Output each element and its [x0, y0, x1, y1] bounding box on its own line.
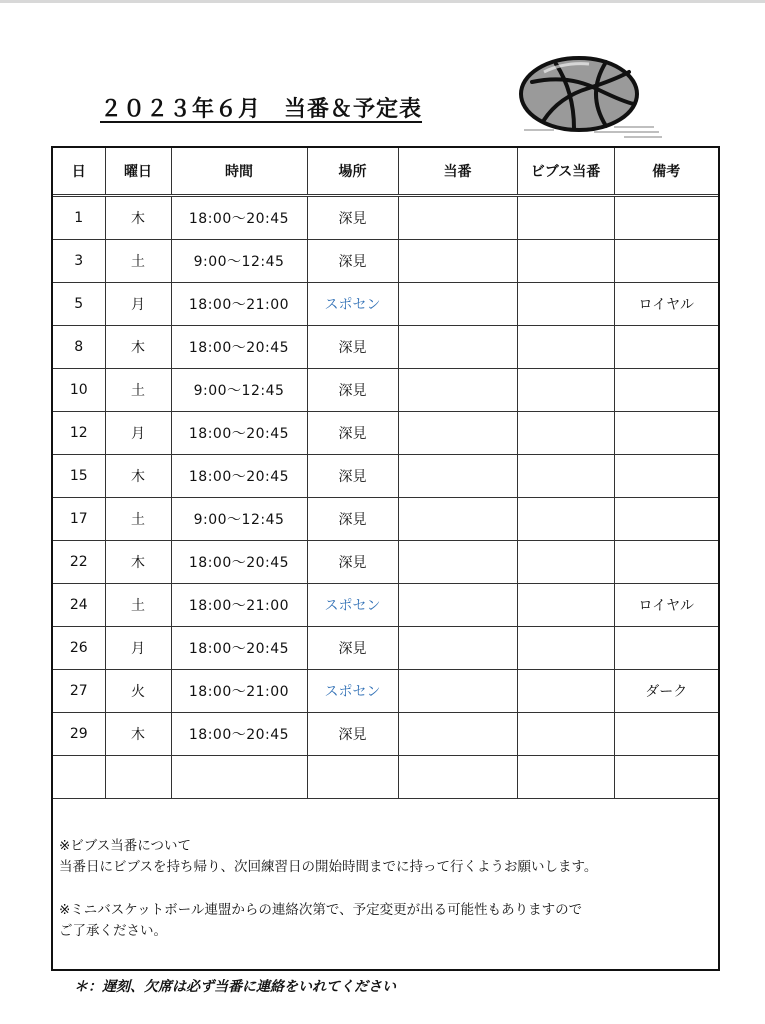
weekday-cell: 火	[105, 670, 171, 713]
table-row	[53, 196, 718, 240]
empty-cell	[171, 756, 307, 799]
table-row	[53, 369, 718, 412]
change-notice-2: ご了承ください。	[59, 922, 167, 939]
weekday-cell: 土	[105, 240, 171, 283]
remarks-cell	[614, 240, 718, 283]
day-cell: 17	[53, 498, 105, 541]
time-cell: 9:00～12:45	[171, 498, 307, 541]
remarks-cell	[614, 196, 718, 240]
place-cell: 深見	[307, 240, 398, 283]
schedule-frame	[51, 146, 720, 971]
bibs-duty-cell	[517, 283, 614, 326]
time-cell: 18:00～21:00	[171, 670, 307, 713]
table-row	[53, 584, 718, 627]
time-cell: 18:00～20:45	[171, 627, 307, 670]
bibs-duty-cell	[517, 627, 614, 670]
day-cell: 27	[53, 670, 105, 713]
day-cell: 26	[53, 627, 105, 670]
change-notice: ※ミニバスケットボール連盟からの連絡次第で、予定変更が出る可能性もありますので	[59, 901, 583, 918]
schedule-table	[53, 148, 718, 799]
day-cell: 8	[53, 326, 105, 369]
empty-cell	[517, 756, 614, 799]
duty-cell	[398, 584, 517, 627]
place-cell: 深見	[307, 369, 398, 412]
duty-cell	[398, 498, 517, 541]
remarks-cell: ロイヤル	[614, 283, 718, 326]
remarks-cell	[614, 713, 718, 756]
time-cell: 9:00～12:45	[171, 240, 307, 283]
basketball-icon	[514, 52, 664, 142]
remarks-cell	[614, 455, 718, 498]
remarks-cell	[614, 541, 718, 584]
weekday-cell: 土	[105, 584, 171, 627]
table-header-row	[53, 148, 718, 196]
empty-cell	[53, 756, 105, 799]
table-row	[53, 412, 718, 455]
table-row	[53, 627, 718, 670]
remarks-cell	[614, 326, 718, 369]
bibs-duty-cell	[517, 326, 614, 369]
table-row	[53, 283, 718, 326]
duty-cell	[398, 369, 517, 412]
place-cell: 深見	[307, 498, 398, 541]
bibs-text: 当番日にビブスを持ち帰り、次回練習日の開始時間までに持って行くようお願いします。	[59, 858, 598, 875]
weekday-cell: 木	[105, 541, 171, 584]
remarks-cell	[614, 498, 718, 541]
place-cell: スポセン	[307, 670, 398, 713]
empty-cell	[398, 756, 517, 799]
top-border	[0, 0, 765, 3]
header-duty: 当番	[398, 148, 517, 196]
bibs-duty-cell	[517, 713, 614, 756]
duty-cell	[398, 541, 517, 584]
empty-cell	[614, 756, 718, 799]
duty-cell	[398, 627, 517, 670]
day-cell: 24	[53, 584, 105, 627]
table-row	[53, 541, 718, 584]
header-weekday: 曜日	[105, 148, 171, 196]
place-cell: 深見	[307, 412, 398, 455]
empty-cell	[105, 756, 171, 799]
bibs-heading: ※ビブス当番について	[59, 838, 192, 854]
table-row	[53, 670, 718, 713]
weekday-cell: 木	[105, 326, 171, 369]
place-cell: スポセン	[307, 584, 398, 627]
table-row	[53, 713, 718, 756]
place-cell: 深見	[307, 326, 398, 369]
weekday-cell: 木	[105, 713, 171, 756]
header-bibs-duty: ビブス当番	[517, 148, 614, 196]
bibs-duty-cell	[517, 412, 614, 455]
time-cell: 18:00～20:45	[171, 412, 307, 455]
time-cell: 18:00～20:45	[171, 455, 307, 498]
day-cell: 12	[53, 412, 105, 455]
remarks-cell	[614, 369, 718, 412]
header-place: 場所	[307, 148, 398, 196]
bibs-duty-cell	[517, 541, 614, 584]
table-row	[53, 326, 718, 369]
bibs-duty-cell	[517, 196, 614, 240]
bibs-duty-cell	[517, 498, 614, 541]
notes-section	[59, 836, 714, 942]
remarks-cell: ダーク	[614, 670, 718, 713]
empty-row	[53, 756, 718, 799]
duty-cell	[398, 670, 517, 713]
bibs-duty-cell	[517, 455, 614, 498]
place-cell: 深見	[307, 713, 398, 756]
bibs-duty-cell	[517, 240, 614, 283]
time-cell: 18:00～20:45	[171, 541, 307, 584]
page-title: ２０２３年６月 当番＆予定表	[100, 97, 423, 122]
time-cell: 18:00～20:45	[171, 196, 307, 240]
bibs-duty-cell	[517, 670, 614, 713]
day-cell: 3	[53, 240, 105, 283]
duty-cell	[398, 283, 517, 326]
duty-cell	[398, 196, 517, 240]
weekday-cell: 月	[105, 412, 171, 455]
weekday-cell: 木	[105, 455, 171, 498]
weekday-cell: 月	[105, 627, 171, 670]
weekday-cell: 月	[105, 283, 171, 326]
remarks-cell: ロイヤル	[614, 584, 718, 627]
time-cell: 9:00～12:45	[171, 369, 307, 412]
place-cell: スポセン	[307, 283, 398, 326]
footer-note: ＊：遅刻、欠席は必ず当番に連絡をいれてください	[74, 979, 396, 995]
duty-cell	[398, 713, 517, 756]
day-cell: 10	[53, 369, 105, 412]
place-cell: 深見	[307, 627, 398, 670]
place-cell: 深見	[307, 541, 398, 584]
remarks-cell	[614, 627, 718, 670]
table-row	[53, 240, 718, 283]
weekday-cell: 土	[105, 369, 171, 412]
empty-cell	[307, 756, 398, 799]
day-cell: 29	[53, 713, 105, 756]
day-cell: 15	[53, 455, 105, 498]
duty-cell	[398, 455, 517, 498]
weekday-cell: 土	[105, 498, 171, 541]
time-cell: 18:00～21:00	[171, 283, 307, 326]
weekday-cell: 木	[105, 196, 171, 240]
place-cell: 深見	[307, 455, 398, 498]
duty-cell	[398, 326, 517, 369]
time-cell: 18:00～20:45	[171, 326, 307, 369]
header-day: 日	[53, 148, 105, 196]
duty-cell	[398, 412, 517, 455]
day-cell: 1	[53, 196, 105, 240]
remarks-cell	[614, 412, 718, 455]
day-cell: 5	[53, 283, 105, 326]
bibs-duty-cell	[517, 369, 614, 412]
header-time: 時間	[171, 148, 307, 196]
duty-cell	[398, 240, 517, 283]
day-cell: 22	[53, 541, 105, 584]
place-cell: 深見	[307, 196, 398, 240]
bibs-duty-cell	[517, 584, 614, 627]
time-cell: 18:00～20:45	[171, 713, 307, 756]
table-row	[53, 498, 718, 541]
table-row	[53, 455, 718, 498]
time-cell: 18:00～21:00	[171, 584, 307, 627]
header-remarks: 備考	[614, 148, 718, 196]
